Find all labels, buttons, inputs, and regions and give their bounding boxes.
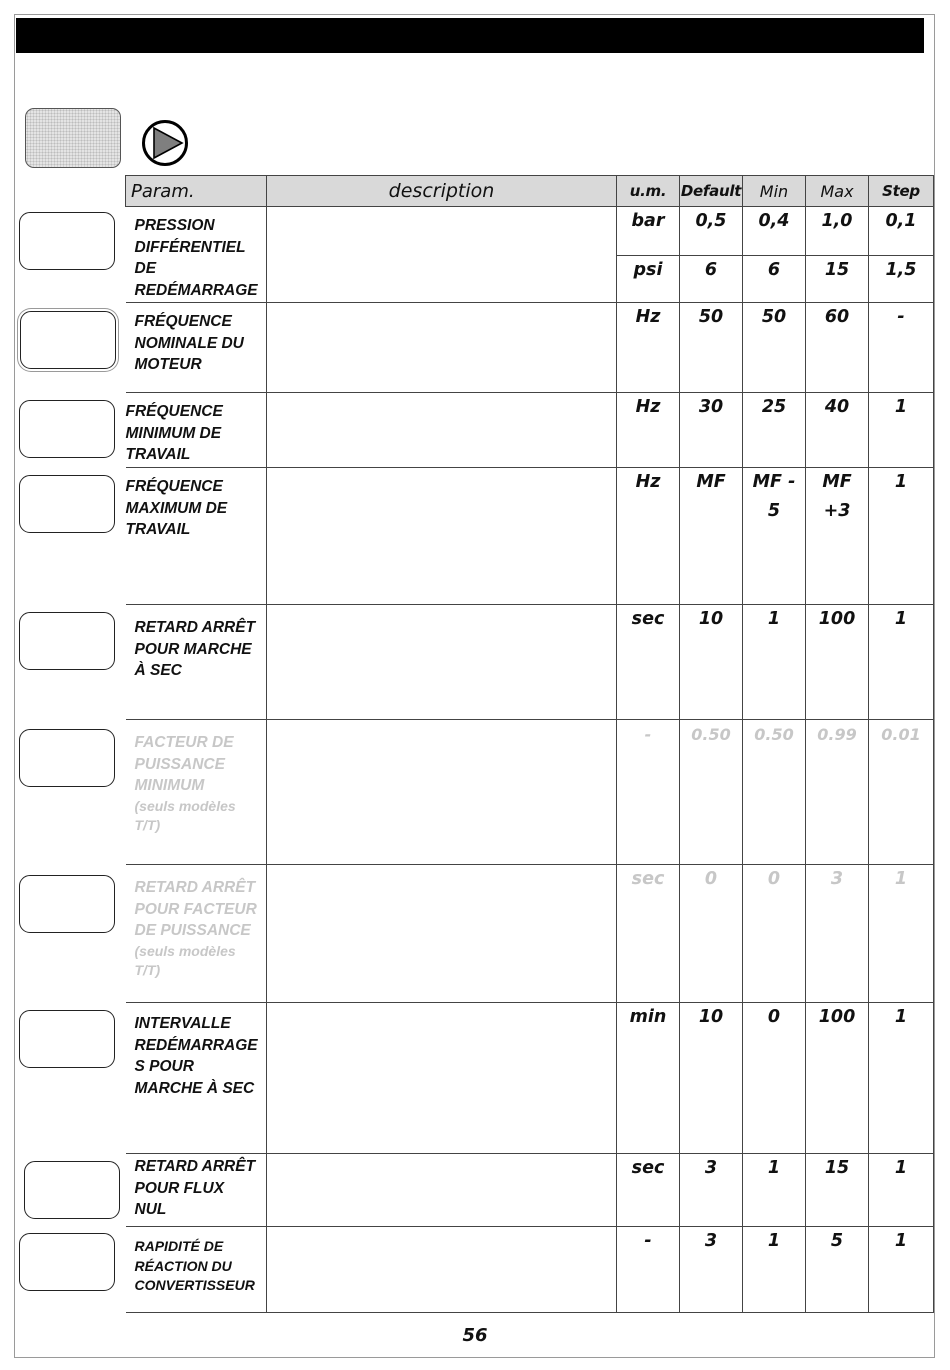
min-cell: 0 — [743, 865, 806, 1003]
param-name: PRESSION DIFFÉRENTIEL DE REDÉMARRAGE — [134, 217, 258, 299]
key-icon — [19, 212, 115, 270]
min-cell: 1 — [743, 1154, 806, 1227]
param-name: RETARD ARRÊT POUR MARCHE À SEC — [134, 619, 256, 679]
min-cell: 0,4 — [743, 207, 806, 256]
param-name: INTERVALLE REDÉMARRAGE S POUR MARCHE À SEC — [134, 1015, 258, 1097]
description-cell — [267, 468, 617, 605]
min-cell: MF - 5 — [743, 468, 806, 605]
unit-cell: psi — [617, 256, 680, 303]
param-cell — [126, 1154, 267, 1227]
param-cell — [126, 605, 267, 720]
table-row — [126, 1227, 934, 1313]
unit-cell: min — [617, 1003, 680, 1154]
step-cell: 1 — [869, 1227, 934, 1313]
param-name: RAPIDITÉ DE RÉACTION DU CONVERTISSEUR — [134, 1238, 255, 1293]
default-cell: MF — [680, 468, 743, 605]
table-row — [126, 605, 934, 720]
max-cell: 15 — [806, 1154, 869, 1227]
min-cell: 25 — [743, 393, 806, 468]
step-cell: 0,1 — [869, 207, 934, 256]
key-icon — [19, 1233, 115, 1291]
step-cell: 1 — [869, 1003, 934, 1154]
step-cell: - — [869, 303, 934, 393]
unit-cell: sec — [617, 865, 680, 1003]
description-cell — [267, 1227, 617, 1313]
min-cell: 0 — [743, 1003, 806, 1154]
default-cell: 3 — [680, 1227, 743, 1313]
default-cell: 30 — [680, 393, 743, 468]
max-cell: 60 — [806, 303, 869, 393]
unit-cell: Hz — [617, 393, 680, 468]
param-cell — [126, 865, 267, 1003]
page-number: 56 — [462, 1325, 488, 1346]
column-header-param: Param. — [126, 176, 267, 207]
key-icon — [20, 311, 116, 369]
param-name: FRÉQUENCE MINIMUM DE TRAVAIL — [125, 403, 223, 463]
description-cell — [267, 605, 617, 720]
parameter-table — [125, 175, 934, 1313]
max-cell: 0.99 — [806, 720, 869, 865]
table-row — [126, 303, 934, 393]
key-icon — [19, 612, 115, 670]
min-cell: 0.50 — [743, 720, 806, 865]
min-cell: 50 — [743, 303, 806, 393]
param-cell — [126, 303, 267, 393]
max-cell: 3 — [806, 865, 869, 1003]
min-cell: 1 — [743, 1227, 806, 1313]
step-cell: 1 — [869, 1154, 934, 1227]
table-row — [126, 1003, 934, 1154]
default-cell: 6 — [680, 256, 743, 303]
step-cell: 1 — [869, 865, 934, 1003]
column-header-max: Max — [806, 176, 869, 207]
unit-cell: sec — [617, 1154, 680, 1227]
description-cell — [267, 865, 617, 1003]
param-cell — [126, 393, 267, 468]
table-header-row — [126, 176, 934, 207]
description-cell — [267, 1003, 617, 1154]
param-cell — [126, 1003, 267, 1154]
description-cell — [267, 303, 617, 393]
max-cell: 40 — [806, 393, 869, 468]
default-cell: 50 — [680, 303, 743, 393]
table-row — [126, 207, 934, 256]
unit-cell: Hz — [617, 468, 680, 605]
unit-cell: Hz — [617, 303, 680, 393]
table-row — [126, 393, 934, 468]
key-icon — [19, 475, 115, 533]
min-cell: 6 — [743, 256, 806, 303]
max-cell: 1,0 — [806, 207, 869, 256]
unit-cell: bar — [617, 207, 680, 256]
description-cell — [267, 720, 617, 865]
description-cell — [267, 207, 617, 303]
description-cell — [267, 393, 617, 468]
table-row — [126, 1154, 934, 1227]
column-header-step: Step — [869, 176, 934, 207]
key-icon — [19, 1010, 115, 1068]
column-header-description: description — [267, 176, 617, 207]
max-cell: MF +3 — [806, 468, 869, 605]
param-cell — [126, 720, 267, 865]
default-cell: 0.50 — [680, 720, 743, 865]
key-icon — [24, 1161, 120, 1219]
default-cell: 0 — [680, 865, 743, 1003]
default-cell: 0,5 — [680, 207, 743, 256]
param-note: (seuls modèles T/T) — [134, 797, 236, 833]
param-name: FRÉQUENCE NOMINALE DU MOTEUR — [134, 313, 244, 373]
play-icon — [141, 118, 191, 168]
step-cell: 1 — [869, 468, 934, 605]
max-cell: 100 — [806, 1003, 869, 1154]
key-icon — [19, 875, 115, 933]
param-name: RETARD ARRÊT POUR FACTEUR DE PUISSANCE — [134, 879, 257, 939]
step-cell: 1 — [869, 605, 934, 720]
grey-key-button — [25, 108, 121, 168]
step-cell: 1,5 — [869, 256, 934, 303]
max-cell: 5 — [806, 1227, 869, 1313]
step-cell: 1 — [869, 393, 934, 468]
default-cell: 3 — [680, 1154, 743, 1227]
param-name: RETARD ARRÊT POUR FLUX NUL — [134, 1158, 256, 1218]
default-cell: 10 — [680, 1003, 743, 1154]
description-cell — [267, 1154, 617, 1227]
column-header-min: Min — [743, 176, 806, 207]
param-note: (seuls modèles T/T) — [134, 942, 236, 978]
unit-cell: sec — [617, 605, 680, 720]
unit-cell: - — [617, 1227, 680, 1313]
table-row — [126, 720, 934, 865]
key-icon — [19, 729, 115, 787]
header-bar — [16, 18, 924, 53]
max-cell: 15 — [806, 256, 869, 303]
param-name: FRÉQUENCE MAXIMUM DE TRAVAIL — [125, 478, 228, 538]
column-header-um: u.m. — [617, 176, 680, 207]
unit-cell: - — [617, 720, 680, 865]
param-name: FACTEUR DE PUISSANCE MINIMUM — [134, 734, 234, 794]
param-cell — [126, 468, 267, 605]
table-row — [126, 468, 934, 605]
param-cell — [126, 1227, 267, 1313]
key-icon — [19, 400, 115, 458]
param-cell — [126, 207, 267, 303]
table-row — [126, 865, 934, 1003]
max-cell: 100 — [806, 605, 869, 720]
min-cell: 1 — [743, 605, 806, 720]
column-header-default: Default — [680, 176, 743, 207]
step-cell: 0.01 — [869, 720, 934, 865]
default-cell: 10 — [680, 605, 743, 720]
